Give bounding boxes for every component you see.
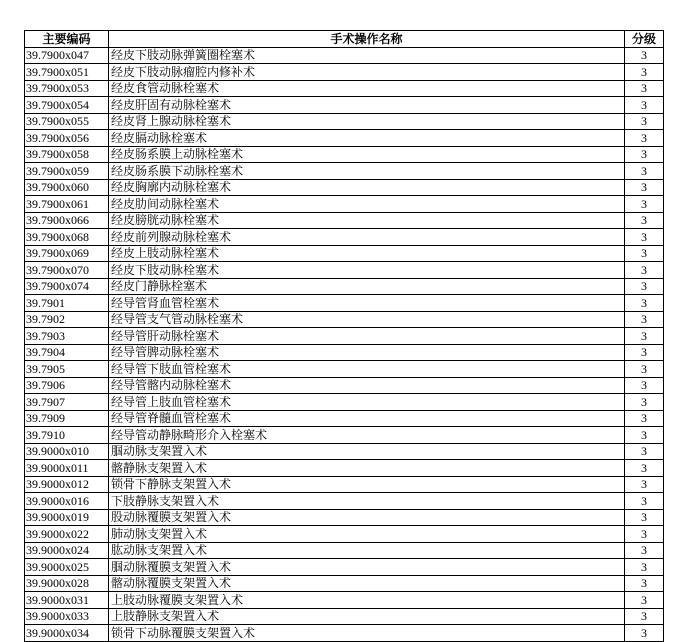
procedure-name-cell: 股动脉覆膜支架置入术 xyxy=(109,509,625,526)
header-code: 主要编码 xyxy=(25,31,109,48)
grade-cell: 3 xyxy=(625,64,664,81)
grade-cell: 3 xyxy=(625,361,664,378)
procedure-name-cell: 锁骨下动脉覆膜支架置入术 xyxy=(109,625,625,642)
grade-cell: 3 xyxy=(625,278,664,295)
procedure-name-cell: 肺动脉支架置入术 xyxy=(109,526,625,543)
grade-cell: 3 xyxy=(625,262,664,279)
table-row xyxy=(25,410,664,427)
table-row xyxy=(25,295,664,312)
table-row xyxy=(25,476,664,493)
table-row xyxy=(25,460,664,477)
code-cell: 39.7900x056 xyxy=(25,130,109,147)
table-row xyxy=(25,427,664,444)
procedure-name-cell: 经皮前列腺动脉栓塞术 xyxy=(109,229,625,246)
table-row xyxy=(25,559,664,576)
procedure-name-cell: 经皮上肢动脉栓塞术 xyxy=(109,245,625,262)
table-row xyxy=(25,196,664,213)
procedure-name-cell: 腘动脉支架置入术 xyxy=(109,443,625,460)
procedure-name-cell: 下肢静脉支架置入术 xyxy=(109,493,625,510)
code-cell: 39.7904 xyxy=(25,344,109,361)
code-cell: 39.7900x054 xyxy=(25,97,109,114)
table-row xyxy=(25,509,664,526)
code-cell: 39.7909 xyxy=(25,410,109,427)
code-cell: 39.9000x012 xyxy=(25,476,109,493)
grade-cell: 3 xyxy=(625,592,664,609)
code-cell: 39.9000x025 xyxy=(25,559,109,576)
grade-cell: 3 xyxy=(625,526,664,543)
procedure-name-cell: 上肢动脉覆膜支架置入术 xyxy=(109,592,625,609)
code-cell: 39.7900x059 xyxy=(25,163,109,180)
table-row xyxy=(25,262,664,279)
table-row xyxy=(25,394,664,411)
table-row xyxy=(25,328,664,345)
table-row xyxy=(25,592,664,609)
table-row xyxy=(25,179,664,196)
procedure-name-cell: 经导管脾动脉栓塞术 xyxy=(109,344,625,361)
table-row xyxy=(25,361,664,378)
table-row xyxy=(25,443,664,460)
procedure-name-cell: 腘动脉覆膜支架置入术 xyxy=(109,559,625,576)
grade-cell: 3 xyxy=(625,542,664,559)
code-cell: 39.7900x047 xyxy=(25,47,109,64)
grade-cell: 3 xyxy=(625,146,664,163)
grade-cell: 3 xyxy=(625,377,664,394)
grade-cell: 3 xyxy=(625,113,664,130)
code-cell: 39.7900x066 xyxy=(25,212,109,229)
code-cell: 39.9000x031 xyxy=(25,592,109,609)
procedure-name-cell: 肱动脉支架置入术 xyxy=(109,542,625,559)
code-cell: 39.7900x074 xyxy=(25,278,109,295)
procedure-name-cell: 经导管肾血管栓塞术 xyxy=(109,295,625,312)
procedure-name-cell: 经导管髂内动脉栓塞术 xyxy=(109,377,625,394)
grade-cell: 3 xyxy=(625,608,664,625)
code-cell: 39.7900x051 xyxy=(25,64,109,81)
table-row xyxy=(25,113,664,130)
grade-cell: 3 xyxy=(625,476,664,493)
procedure-name-cell: 经皮膈动脉栓塞术 xyxy=(109,130,625,147)
code-cell: 39.9000x024 xyxy=(25,542,109,559)
grade-cell: 3 xyxy=(625,625,664,642)
code-cell: 39.7902 xyxy=(25,311,109,328)
procedure-name-cell: 经导管动静脉畸形介入栓塞术 xyxy=(109,427,625,444)
procedure-name-cell: 经皮膀胱动脉栓塞术 xyxy=(109,212,625,229)
table-row xyxy=(25,344,664,361)
table-row xyxy=(25,130,664,147)
procedure-name-cell: 经导管肝动脉栓塞术 xyxy=(109,328,625,345)
code-cell: 39.9000x022 xyxy=(25,526,109,543)
grade-cell: 3 xyxy=(625,460,664,477)
code-cell: 39.9000x011 xyxy=(25,460,109,477)
table-row xyxy=(25,245,664,262)
grade-cell: 3 xyxy=(625,163,664,180)
table-row xyxy=(25,229,664,246)
header-grade: 分级 xyxy=(625,31,664,48)
code-cell: 39.7900x060 xyxy=(25,179,109,196)
procedure-name-cell: 经皮门静脉栓塞术 xyxy=(109,278,625,295)
table-row xyxy=(25,47,664,64)
code-cell: 39.7903 xyxy=(25,328,109,345)
code-cell: 39.7910 xyxy=(25,427,109,444)
table-row xyxy=(25,163,664,180)
grade-cell: 3 xyxy=(625,80,664,97)
code-cell: 39.7900x068 xyxy=(25,229,109,246)
table-body xyxy=(25,47,664,641)
procedure-name-cell: 经皮肠系膜下动脉栓塞术 xyxy=(109,163,625,180)
table-row xyxy=(25,377,664,394)
procedure-name-cell: 经皮下肢动脉弹簧圈栓塞术 xyxy=(109,47,625,64)
procedure-name-cell: 经皮食管动脉栓塞术 xyxy=(109,80,625,97)
procedure-table-container xyxy=(24,30,664,642)
grade-cell: 3 xyxy=(625,229,664,246)
code-cell: 39.7900x055 xyxy=(25,113,109,130)
table-row xyxy=(25,80,664,97)
table-row xyxy=(25,625,664,642)
code-cell: 39.7901 xyxy=(25,295,109,312)
table-row xyxy=(25,146,664,163)
procedure-name-cell: 经皮肋间动脉栓塞术 xyxy=(109,196,625,213)
grade-cell: 3 xyxy=(625,196,664,213)
code-cell: 39.7907 xyxy=(25,394,109,411)
grade-cell: 3 xyxy=(625,97,664,114)
procedure-name-cell: 经皮胸廓内动脉栓塞术 xyxy=(109,179,625,196)
procedure-name-cell: 经皮肾上腺动脉栓塞术 xyxy=(109,113,625,130)
grade-cell: 3 xyxy=(625,493,664,510)
code-cell: 39.7900x069 xyxy=(25,245,109,262)
grade-cell: 3 xyxy=(625,179,664,196)
grade-cell: 3 xyxy=(625,245,664,262)
grade-cell: 3 xyxy=(625,130,664,147)
grade-cell: 3 xyxy=(625,443,664,460)
grade-cell: 3 xyxy=(625,559,664,576)
grade-cell: 3 xyxy=(625,344,664,361)
procedure-name-cell: 经皮下肢动脉瘤腔内修补术 xyxy=(109,64,625,81)
procedure-name-cell: 经皮下肢动脉栓塞术 xyxy=(109,262,625,279)
table-row xyxy=(25,542,664,559)
grade-cell: 3 xyxy=(625,575,664,592)
grade-cell: 3 xyxy=(625,410,664,427)
grade-cell: 3 xyxy=(625,47,664,64)
procedure-name-cell: 上肢静脉支架置入术 xyxy=(109,608,625,625)
procedure-name-cell: 经皮肠系膜上动脉栓塞术 xyxy=(109,146,625,163)
code-cell: 39.7900x070 xyxy=(25,262,109,279)
header-procedure-name: 手术操作名称 xyxy=(109,31,625,48)
code-cell: 39.9000x028 xyxy=(25,575,109,592)
table-row xyxy=(25,575,664,592)
code-cell: 39.7900x053 xyxy=(25,80,109,97)
table-row xyxy=(25,608,664,625)
grade-cell: 3 xyxy=(625,394,664,411)
table-row xyxy=(25,278,664,295)
table-row xyxy=(25,526,664,543)
code-cell: 39.9000x016 xyxy=(25,493,109,510)
grade-cell: 3 xyxy=(625,328,664,345)
procedure-name-cell: 髂静脉支架置入术 xyxy=(109,460,625,477)
procedure-table xyxy=(24,30,664,642)
procedure-name-cell: 经导管下肢血管栓塞术 xyxy=(109,361,625,378)
procedure-name-cell: 经导管支气管动脉栓塞术 xyxy=(109,311,625,328)
code-cell: 39.9000x033 xyxy=(25,608,109,625)
table-header xyxy=(25,31,664,48)
table-row xyxy=(25,97,664,114)
table-row xyxy=(25,311,664,328)
procedure-name-cell: 锁骨下静脉支架置入术 xyxy=(109,476,625,493)
code-cell: 39.9000x034 xyxy=(25,625,109,642)
procedure-name-cell: 经皮肝固有动脉栓塞术 xyxy=(109,97,625,114)
code-cell: 39.7900x061 xyxy=(25,196,109,213)
code-cell: 39.7906 xyxy=(25,377,109,394)
procedure-name-cell: 髂动脉覆膜支架置入术 xyxy=(109,575,625,592)
grade-cell: 3 xyxy=(625,427,664,444)
code-cell: 39.9000x010 xyxy=(25,443,109,460)
grade-cell: 3 xyxy=(625,509,664,526)
table-row xyxy=(25,212,664,229)
grade-cell: 3 xyxy=(625,295,664,312)
procedure-name-cell: 经导管脊髓血管栓塞术 xyxy=(109,410,625,427)
grade-cell: 3 xyxy=(625,212,664,229)
table-row xyxy=(25,493,664,510)
grade-cell: 3 xyxy=(625,311,664,328)
code-cell: 39.7905 xyxy=(25,361,109,378)
procedure-name-cell: 经导管上肢血管栓塞术 xyxy=(109,394,625,411)
code-cell: 39.9000x019 xyxy=(25,509,109,526)
header-row xyxy=(25,31,664,48)
table-row xyxy=(25,64,664,81)
code-cell: 39.7900x058 xyxy=(25,146,109,163)
